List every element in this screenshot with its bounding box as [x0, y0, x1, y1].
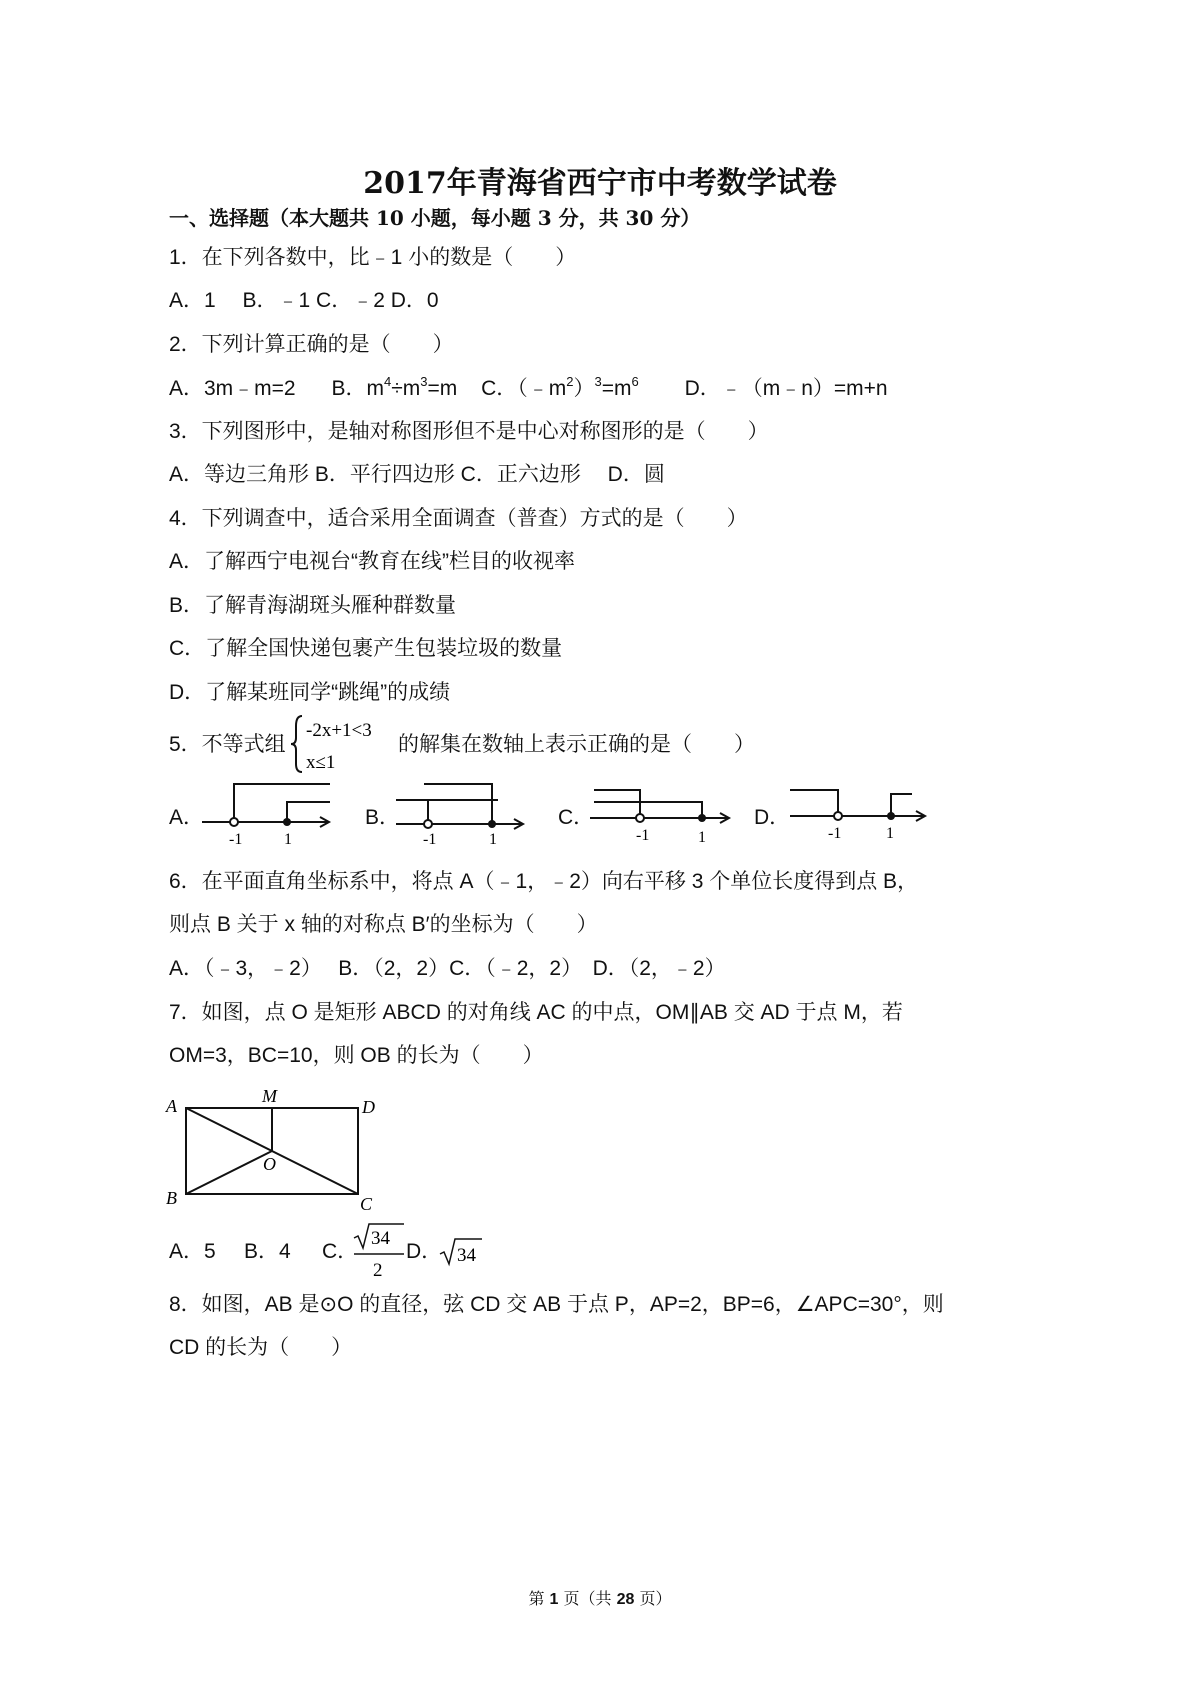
q5-option-d-label: D． [754, 806, 791, 829]
point-label-o: O [263, 1154, 276, 1174]
number-line-c [588, 780, 738, 850]
open-point [636, 814, 644, 822]
number-line-b [394, 780, 534, 850]
page-title: 2017年青海省西宁市中考数学试卷 [363, 166, 837, 201]
region-bracket [424, 784, 492, 824]
page-number: 1 [549, 1591, 559, 1608]
point-label-d: D [362, 1097, 375, 1117]
q4-option-c: C．了解全国快递包裹产生包装垃圾的数量 [169, 637, 563, 660]
question-3-options: A．等边三角形 B．平行四边形 C．正六边形 D．圆 [169, 463, 665, 486]
q7-option-d: D． [406, 1240, 443, 1263]
sqrt-radicand: 34 [457, 1245, 476, 1266]
question-7-line-2: OM=3，BC=10，则 OB 的长为（ ） [169, 1044, 544, 1067]
closed-point [887, 812, 895, 820]
q7-option-b: B．4 [244, 1240, 291, 1263]
question-1-options: A．1 B．﹣1 C．﹣2 D．0 [169, 289, 439, 312]
region-bracket [594, 802, 702, 818]
question-6-options: A．（﹣3，﹣2） B．（2，2）C．（﹣2，2） D．（2，﹣2） [169, 957, 726, 980]
q5-option-a-label: A． [169, 806, 205, 829]
tick-label: -1 [229, 831, 243, 848]
region-bracket [594, 790, 640, 818]
number-line-d [788, 780, 938, 850]
question-1-stem: 1．在下列各数中，比﹣1 小的数是（ ） [169, 246, 577, 269]
question-6-line-1: 6．在平面直角坐标系中，将点 A（﹣1，﹣2）向右平移 3 个单位长度得到点 B， [169, 870, 919, 893]
closed-point [698, 814, 706, 822]
question-4-stem: 4．下列调查中，适合采用全面调查（普查）方式的是（ ） [169, 507, 748, 530]
question-6-line-2: 则点 B 关于 x 轴的对称点 B′的坐标为（ ） [169, 913, 598, 936]
tick-label: 1 [698, 829, 706, 846]
fraction-denominator: 2 [373, 1260, 383, 1281]
inequality-2: x≤1 [306, 752, 336, 773]
q2-option-a: A．3m﹣m=2 [169, 377, 296, 400]
open-point [230, 818, 238, 826]
rectangle-figure [160, 1086, 390, 1216]
closed-point [283, 818, 291, 826]
inequality-1: -2x+1<3 [306, 720, 372, 741]
page-total: 28 [616, 1591, 635, 1608]
point-label-m: M [262, 1086, 277, 1106]
question-8-line-2: CD 的长为（ ） [169, 1336, 353, 1359]
q4-option-b: B．了解青海湖斑头雁种群数量 [169, 594, 457, 617]
question-7-line-1: 7．如图，点 O 是矩形 ABCD 的对角线 AC 的中点，OM∥AB 交 AD 于点 M，若 [169, 1001, 903, 1024]
tick-label: 1 [284, 831, 292, 848]
tick-label: 1 [489, 831, 497, 848]
inequality-system [288, 712, 400, 776]
q2-option-c: C．$(﹣m^2)^3=m^6$ [481, 374, 639, 400]
sqrt-34 [438, 1236, 484, 1270]
q2-option-d: D．﹣（m﹣n）=m+n [684, 377, 888, 400]
open-point [834, 812, 842, 820]
question-5-stem-pre: 5．不等式组 [169, 733, 286, 756]
tick-label: -1 [423, 831, 437, 848]
q5-option-b-label: B． [365, 806, 401, 829]
question-5-stem-post: 的解集在数轴上表示正确的是（ ） [398, 733, 755, 756]
question-2-options [169, 374, 888, 404]
q2-option-b: B．$m^4\div m^3=m$ [331, 374, 458, 400]
question-8-line-1: 8．如图，AB 是⊙O 的直径，弦 CD 交 AB 于点 P，AP=2，BP=6，∠APC=30°，则 [169, 1293, 944, 1316]
region-bracket [790, 790, 838, 816]
q4-option-d: D．了解某班同学“跳绳”的成绩 [169, 681, 451, 704]
region-bracket [428, 800, 498, 824]
segment-ob [186, 1151, 272, 1194]
fraction-numerator: 34 [371, 1228, 390, 1249]
tick-label: 1 [886, 825, 894, 842]
q4-option-a: A．了解西宁电视台“教育在线”栏目的收视率 [169, 550, 575, 573]
left-brace [291, 716, 302, 772]
section-heading: 一、选择题（本大题共 10 小题，每小题 3 分，共 30 分） [169, 206, 701, 230]
open-point [424, 820, 432, 828]
closed-point [488, 820, 496, 828]
page-footer: 第 1 页（共 28 页） [528, 1589, 672, 1608]
fraction-sqrt34-over-2 [352, 1222, 408, 1282]
point-label-a: A [166, 1096, 177, 1116]
question-2-stem: 2．下列计算正确的是（ ） [169, 333, 454, 356]
q7-option-c: C． [322, 1240, 359, 1263]
question-3-stem: 3．下列图形中，是轴对称图形但不是中心对称图形的是（ ） [169, 420, 769, 443]
q5-option-c-label: C． [558, 806, 595, 829]
region-bracket [891, 794, 912, 816]
point-label-b: B [166, 1188, 177, 1208]
point-label-c: C [360, 1194, 373, 1214]
tick-label: -1 [636, 827, 650, 844]
number-line-a [200, 780, 340, 850]
tick-label: -1 [828, 825, 842, 842]
q7-option-a: A．5 [169, 1240, 216, 1263]
